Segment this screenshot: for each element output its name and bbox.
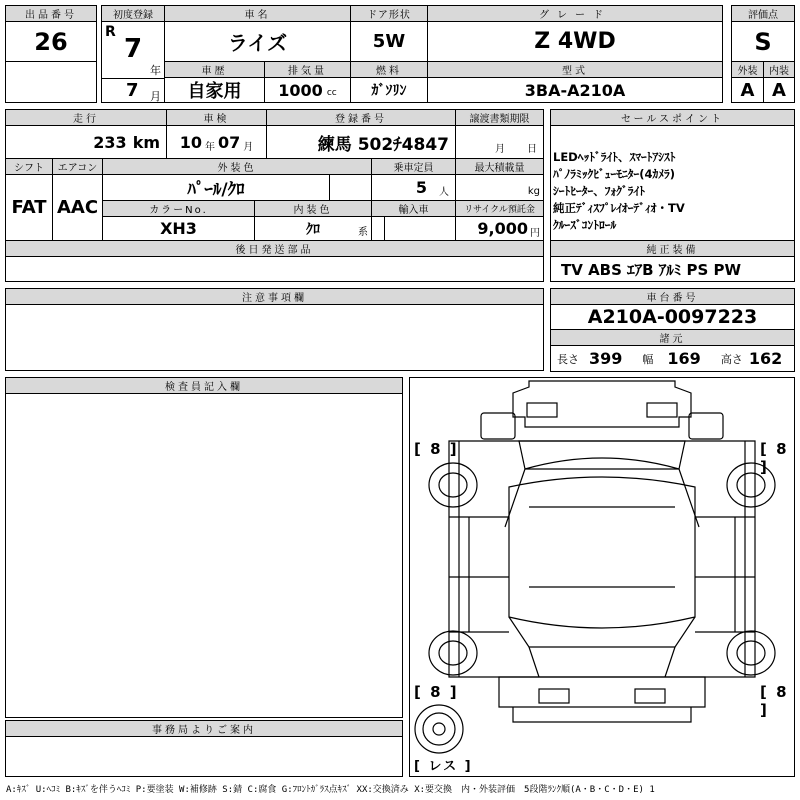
spare-tire-mark: [ レス ] bbox=[414, 759, 473, 774]
door-label: ドア形状 bbox=[350, 5, 428, 22]
displacement-cell bbox=[264, 77, 351, 103]
office-box bbox=[5, 736, 403, 777]
inspection-month: 07 bbox=[218, 132, 241, 152]
spec-cell bbox=[550, 345, 795, 372]
height-label: 高さ bbox=[720, 352, 743, 366]
fuel-label: 燃料 bbox=[350, 61, 428, 78]
office-label: 事務局よりご案内 bbox=[5, 720, 403, 737]
damage-mark-rear-left: [ 8 ] bbox=[414, 683, 459, 701]
registration-label: 登録番号 bbox=[266, 109, 456, 126]
inspection-label: 車検 bbox=[166, 109, 267, 126]
displacement-label: 排気量 bbox=[264, 61, 351, 78]
grade-label: グレード bbox=[427, 5, 723, 22]
import-cell-a bbox=[371, 216, 385, 241]
transfer-month-unit: 月 bbox=[495, 143, 505, 155]
width-value: 169 bbox=[667, 349, 701, 368]
legend-footer: A:ｷｽﾞ U:ﾍｺﾐ B:ｷｽﾞを伴うﾍｺﾐ P:要塗装 W:補修跡 S:錆 C:腐食 G:ﾌﾛﾝﾄｶﾞﾗｽ点ｷｽﾞ XX:交換済み X:要交換 内・外装評価 5段階ﾗﾝｸ順(A・B・C・D・E) 1 bbox=[6, 785, 655, 795]
fuel-value: ｶﾞｿﾘﾝ bbox=[350, 77, 428, 103]
sales-line: 純正ﾃﾞｨｽﾌﾟﾚｲｵｰﾃﾞｨｵ・TV bbox=[553, 201, 685, 215]
grade-value: Z 4WD bbox=[427, 21, 723, 62]
max-load-label: 最大積載量 bbox=[455, 158, 544, 175]
equipment-label: 純正装備 bbox=[550, 240, 795, 257]
interior-color-value: ｸﾛ bbox=[306, 221, 320, 238]
import-cell-b bbox=[384, 216, 456, 241]
inspection-month-unit: 月 bbox=[243, 141, 254, 153]
sales-point-box bbox=[550, 125, 795, 241]
displacement-unit: cc bbox=[326, 88, 337, 98]
interior-color-label: 内装色 bbox=[254, 200, 372, 217]
shift-value: FAT bbox=[5, 174, 53, 241]
exterior-color-value: ﾊﾟｰﾙ/ｸﾛ bbox=[102, 174, 330, 201]
era-label: R bbox=[105, 24, 116, 40]
sales-point-lines bbox=[553, 149, 685, 234]
displacement-value: 1000 bbox=[278, 80, 323, 100]
exterior-value: A bbox=[731, 77, 764, 103]
model-value: 3BA-A210A bbox=[427, 77, 723, 103]
model-label: 型式 bbox=[427, 61, 723, 78]
first-registration-year: 7 bbox=[124, 34, 143, 64]
sales-line: ﾊﾟﾉﾗﾐｯｸﾋﾞｭｰﾓﾆﾀｰ(4ｶﾒﾗ) bbox=[553, 167, 676, 181]
shift-label: シフト bbox=[5, 158, 53, 175]
parts-label: 後日発送部品 bbox=[5, 240, 544, 257]
width-label: 幅 bbox=[642, 352, 654, 366]
interior-color-cell bbox=[254, 216, 372, 241]
mileage-label: 走行 bbox=[5, 109, 167, 126]
recycle-cell bbox=[455, 216, 544, 241]
mileage-unit: km bbox=[132, 132, 160, 152]
chassis-label: 車台番号 bbox=[550, 288, 795, 305]
inspection-year: 10 bbox=[179, 132, 202, 152]
inspector-box bbox=[5, 393, 403, 718]
interior-color-unit: 系 bbox=[358, 227, 368, 238]
max-load-unit: kg bbox=[455, 174, 544, 201]
sales-point-label: セールスポイント bbox=[550, 109, 795, 126]
lot-number-label: 出品番号 bbox=[5, 5, 97, 22]
length-value: 399 bbox=[589, 349, 623, 368]
year-unit: 年 bbox=[150, 64, 161, 77]
damage-mark-front-right: [ 8 ] bbox=[760, 440, 789, 476]
ac-value: AAC bbox=[52, 174, 103, 241]
first-registration-month: 7 bbox=[126, 80, 139, 101]
vehicle-diagram bbox=[409, 377, 795, 777]
exterior-color-blank bbox=[329, 174, 372, 201]
ac-label: エアコン bbox=[52, 158, 103, 175]
exterior-color-label: 外装色 bbox=[102, 158, 372, 175]
first-registration-label: 初度登録 bbox=[101, 5, 165, 22]
door-value: 5W bbox=[350, 21, 428, 62]
month-unit: 月 bbox=[150, 90, 161, 103]
capacity-cell bbox=[371, 174, 456, 201]
lot-number-value: 26 bbox=[5, 21, 97, 62]
history-label: 車歴 bbox=[164, 61, 265, 78]
height-value: 162 bbox=[748, 349, 783, 368]
caution-label: 注意事項欄 bbox=[5, 288, 544, 305]
inspector-label: 検査員記入欄 bbox=[5, 377, 403, 394]
exterior-label: 外装 bbox=[731, 61, 764, 78]
caution-box bbox=[5, 304, 544, 371]
score-value: S bbox=[731, 21, 795, 62]
lot-number-blank bbox=[5, 61, 97, 103]
damage-mark-front-left: [ 8 ] bbox=[414, 440, 459, 458]
capacity-unit: 人 bbox=[439, 187, 449, 198]
sales-line: LEDﾍｯﾄﾞﾗｲﾄ、ｽﾏｰﾄｱｼｽﾄ bbox=[553, 150, 676, 164]
chassis-value: A210A-0097223 bbox=[550, 304, 795, 330]
score-label: 評価点 bbox=[731, 5, 795, 22]
sales-line: ｼｰﾄﾋｰﾀｰ、ﾌｫｸﾞﾗｲﾄ bbox=[553, 184, 645, 198]
inspection-cell bbox=[166, 125, 267, 159]
import-label: 輸入車 bbox=[371, 200, 456, 217]
car-name-label: 車名 bbox=[164, 5, 351, 22]
capacity-label: 乗車定員 bbox=[371, 158, 456, 175]
mileage-cell bbox=[5, 125, 167, 159]
parts-value bbox=[5, 256, 544, 282]
car-name-value: ライズ bbox=[164, 21, 351, 62]
length-label: 長さ bbox=[557, 352, 579, 366]
sales-line: ｸﾙｰｽﾞｺﾝﾄﾛｰﾙ bbox=[553, 218, 617, 232]
recycle-label: リサイクル預託金 bbox=[455, 200, 544, 217]
registration-value: 練馬 502ﾁ4847 bbox=[266, 125, 456, 159]
interior-label: 内装 bbox=[763, 61, 795, 78]
mileage-value: 233 bbox=[93, 132, 127, 152]
color-no-value: XH3 bbox=[102, 216, 255, 241]
equipment-value: TV ABS ｴｱB ｱﾙﾐ PS PW bbox=[550, 256, 795, 282]
spec-label: 諸元 bbox=[550, 329, 795, 346]
damage-mark-rear-right: [ 8 ] bbox=[760, 683, 789, 719]
transfer-deadline-label: 譲渡書類期限 bbox=[455, 109, 544, 126]
transfer-day-unit: 日 bbox=[527, 143, 537, 155]
inspection-year-unit: 年 bbox=[205, 141, 215, 153]
history-value: 自家用 bbox=[164, 77, 265, 103]
transfer-deadline-cell bbox=[455, 125, 544, 159]
recycle-value: 9,000 bbox=[477, 219, 528, 238]
color-no-label: カラーNo. bbox=[102, 200, 255, 217]
capacity-value: 5 bbox=[415, 178, 427, 197]
recycle-unit: 円 bbox=[530, 228, 540, 239]
interior-value: A bbox=[763, 77, 795, 103]
